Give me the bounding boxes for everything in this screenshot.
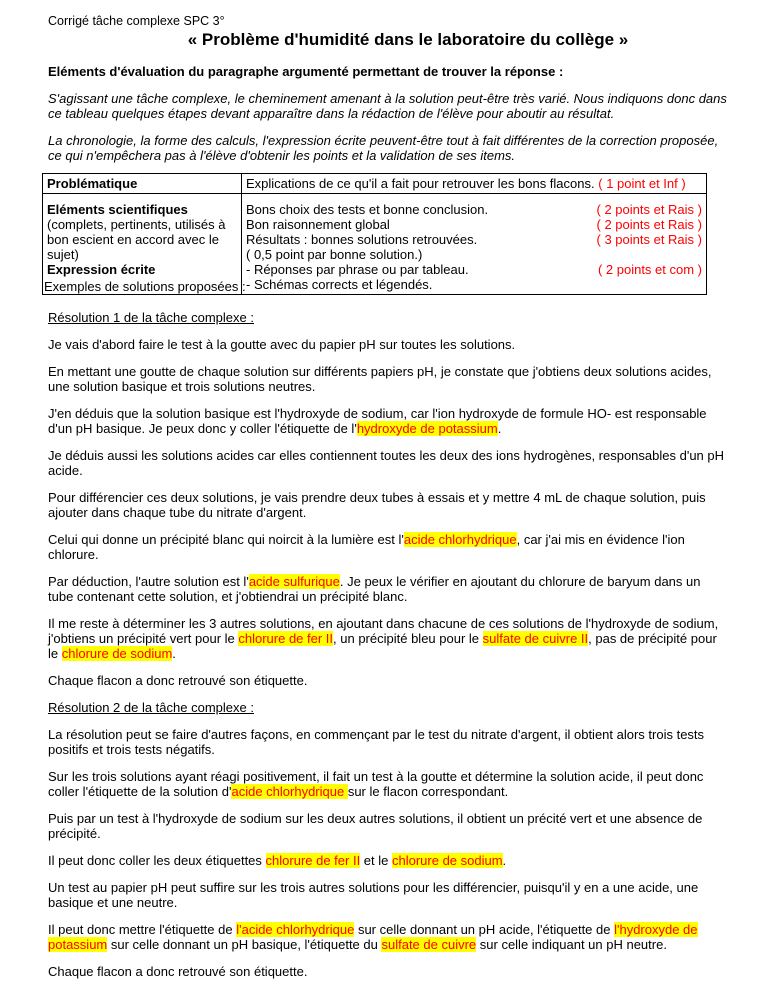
grid-text: Explications de ce qu'il a fait pour retrouver les bons flacons.	[246, 176, 595, 191]
highlight: sulfate de cuivre	[381, 937, 477, 952]
res1-heading: Résolution 1 de la tâche complexe :	[48, 310, 254, 325]
res2-paragraph: Un test au papier pH peut suffire sur les trois autres solutions pour les différencier, puisqu'il y en a une acide, une basique et une neutre.	[48, 880, 699, 910]
eval-heading: Eléments d'évaluation du paragraphe argumenté permettant de trouver la réponse :	[48, 64, 564, 79]
highlight: l'hydroxyde de potassium	[48, 922, 698, 952]
text: sur celle donnant un pH acide, l'étiquette de	[354, 922, 615, 937]
doc-title: « Problème d'humidité dans le laboratoire du collège »	[187, 30, 629, 49]
highlight: chlorure de fer II	[238, 631, 334, 646]
text: Celui qui donne un précipité blanc qui noircit à la lumière est l'	[48, 532, 404, 547]
res1-paragraph	[48, 574, 728, 604]
highlight: chlorure de sodium	[391, 853, 503, 868]
grid-line-text: - Réponses par phrase ou par tableau.	[246, 262, 469, 277]
grid-points: ( 2 points et com )	[597, 262, 702, 277]
text: .	[497, 421, 502, 436]
text: Il peut donc mettre l'étiquette de	[48, 922, 237, 937]
res1-paragraph	[48, 616, 728, 661]
intro-paragraph-1: S'agissant une tâche complexe, le cheminement amenant à la solution peut-être très varié. Nous indiquons donc dans ce tableau quelques étapes devant apparaître dans la rédaction de l'élève pour aboutir au résultat.	[48, 91, 727, 121]
grid-line-text: Résultats : bonnes solutions retrouvées.	[246, 232, 478, 247]
grid-line	[246, 202, 702, 217]
res1-paragraph: Pour différencier ces deux solutions, je vais prendre deux tubes à essais et y mettre 4 mL de chaque solution, puis ajouter dans chaque tube du nitrate d'argent.	[48, 490, 706, 520]
grid-line: - Schémas corrects et légendés.	[246, 277, 433, 292]
highlight: acide chlorhydrique	[231, 784, 348, 799]
text: sur celle donnant un pH basique, l'étiquette du	[107, 937, 382, 952]
res1-paragraph: Je déduis aussi les solutions acides car elles contiennent toutes les deux des ions hydrogènes, responsables d'un pH acide.	[48, 448, 725, 478]
res1-paragraph: En mettant une goutte de chaque solution sur différents papiers pH, je constate que j'obtiens deux solutions acides, une solution basique et trois solutions neutres.	[48, 364, 712, 394]
grid-label-detail: (complets, pertinents, utilisés à bon escient en accord avec le sujet)	[47, 217, 226, 262]
res1-paragraph: Je vais d'abord faire le test à la goutte avec du papier pH sur toutes les solutions.	[48, 337, 516, 352]
text: .	[502, 853, 507, 868]
text: Il me reste à déterminer les 3 autres solutions, en ajoutant dans chacune de ces solutions de l'hydroxyde de sodium, j'obtiens un précipité vert pour le	[48, 616, 719, 646]
res2-paragraph: Puis par un test à l'hydroxyde de sodium sur les deux autres solutions, il obtient un précité vert et une absence de précipité.	[48, 811, 703, 841]
text: , un précipité bleu pour le	[333, 631, 483, 646]
grid-line	[246, 262, 702, 277]
res2-paragraph: La résolution peut se faire d'autres façons, en commençant par le test du nitrate d'argent, il obtient alors trois tests positifs et trois tests négatifs.	[48, 727, 705, 757]
grid-line	[246, 232, 702, 247]
text: , pas de précipité pour le	[48, 631, 717, 661]
text: et le	[360, 853, 392, 868]
grid-row-problematique	[43, 174, 707, 194]
highlight: chlorure de fer II	[265, 853, 361, 868]
grid-label-problematique: Problématique	[43, 174, 242, 194]
text: J'en déduis que la solution basique est l'hydroxyde de sodium, car l'ion hydroxyde de formule HO- est responsable d'un pH basique. Je peux donc y coller l'étiquette de l'	[48, 406, 707, 436]
text: Sur les trois solutions ayant réagi positivement, il fait un test à la goutte et détermine la solution acide, il peut donc coller l'étiquette de la solution d'	[48, 769, 704, 799]
grid-line: ( 0,5 point par bonne solution.)	[246, 247, 423, 262]
text: , car j'ai mis en évidence l'ion chlorure.	[48, 532, 685, 562]
grid-points: ( 2 points et Rais )	[596, 202, 702, 217]
res2-paragraph: Chaque flacon a donc retrouvé son étiquette.	[48, 964, 308, 979]
text: . Je peux le vérifier en ajoutant du chlorure de baryum dans un tube contenant cette solution, et j'obtiendrai un précipité blanc.	[48, 574, 701, 604]
intro-paragraph-2: La chronologie, la forme des calculs, l'expression écrite peuvent-être tout à fait différentes de la correction proposée, ce qui n'empêchera pas à l'élève d'obtenir les points et la validation de ses items.	[48, 133, 719, 163]
grid-line-text: Bon raisonnement global	[246, 217, 390, 232]
res1-paragraph: Chaque flacon a donc retrouvé son étiquette.	[48, 673, 308, 688]
grid-line-text: Bons choix des tests et bonne conclusion.	[246, 202, 489, 217]
text: sur le flacon correspondant.	[347, 784, 509, 799]
grid-points: ( 3 points et Rais )	[596, 232, 702, 247]
res2-paragraph	[48, 769, 728, 799]
text: Il peut donc coller les deux étiquettes	[48, 853, 266, 868]
res2-paragraph	[48, 853, 728, 868]
text: sur celle indiquant un pH neutre.	[476, 937, 667, 952]
examples-caption: Exemples de solutions proposées :	[44, 279, 246, 294]
highlight: acide chlorhydrique	[403, 532, 517, 547]
evaluation-grid	[42, 173, 707, 295]
document-page	[44, 14, 728, 991]
highlight: chlorure de sodium	[61, 646, 173, 661]
grid-line	[246, 217, 702, 232]
res1-paragraph	[48, 406, 728, 436]
grid-label-scientifiques: Eléments scientifiques	[47, 202, 188, 217]
text: .	[172, 646, 176, 661]
grid-points: ( 1 point et Inf )	[598, 176, 686, 191]
highlight: sulfate de cuivre II	[482, 631, 589, 646]
res2-heading: Résolution 2 de la tâche complexe :	[48, 700, 254, 715]
grid-label-expression: Expression écrite	[47, 262, 156, 277]
doc-subtitle: Corrigé tâche complexe SPC 3°	[48, 14, 225, 28]
grid-text-problematique	[242, 174, 707, 194]
res1-paragraph	[48, 532, 728, 562]
res2-paragraph	[48, 922, 728, 952]
grid-points: ( 2 points et Rais )	[596, 217, 702, 232]
highlight: acide sulfurique	[248, 574, 340, 589]
highlight: l'acide chlorhydrique	[236, 922, 355, 937]
highlight: hydroxyde de potassium	[356, 421, 498, 436]
text: Par déduction, l'autre solution est l'	[48, 574, 249, 589]
